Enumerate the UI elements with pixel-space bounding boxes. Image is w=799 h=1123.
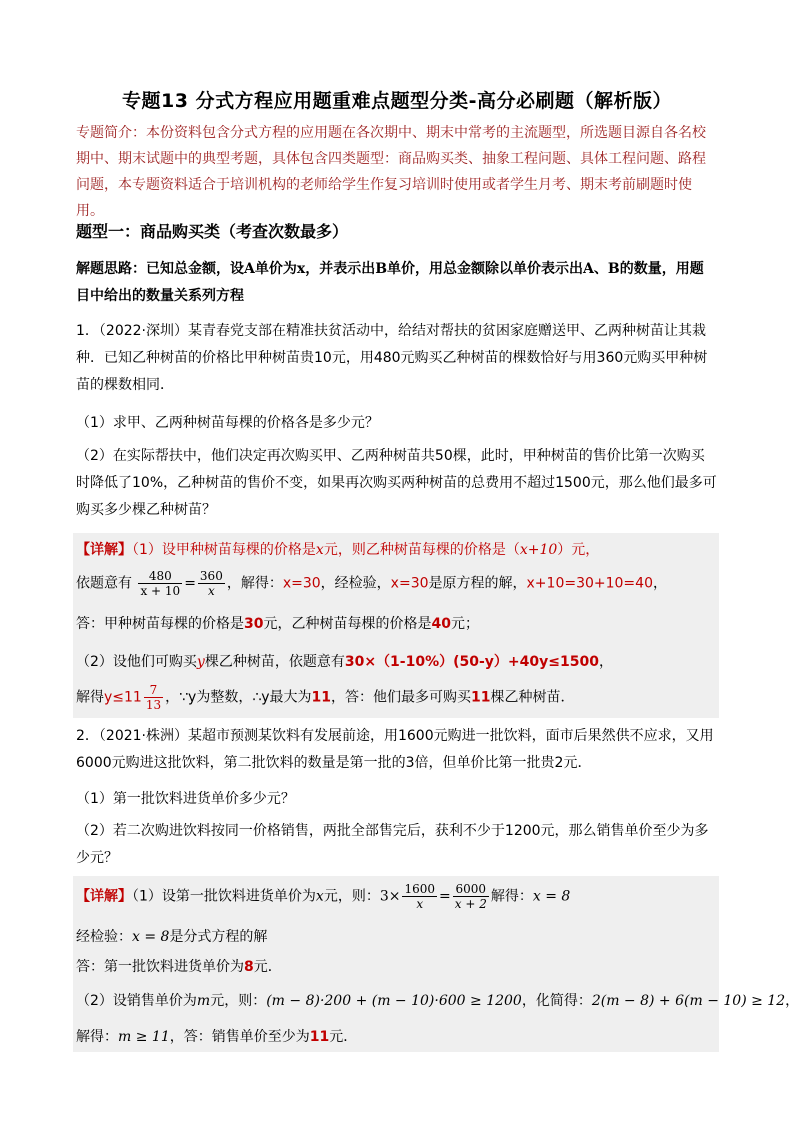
page-title: 专题13 分式方程应用题重难点题型分类-高分必刷题（解析版） <box>122 90 672 112</box>
answer-1-line-2: 依题意有 $\frac{480}{x + 10}$ = $\frac{360}{x}$ ，解得：x=30，经检验，x=30是原方程的解，x+10=30+10=40， <box>76 569 667 598</box>
solution-tip: 解题思路：已知总金额，设A单价为x，并表示出B单价，用总金额除以单价表示出A、B的数量，用题目中给出的数量关系列方程 <box>76 261 704 304</box>
answer-2-line-4: （2）设销售单价为m元，则：(m − 8)·200 + (m − 10)·600 ≥ 1200，化简得：2(m − 8) + 6(m − 10) ≥ 12， <box>76 993 799 1009</box>
answer-1-line-4: （2）设他们可购买y棵乙种树苗，依题意有30×（1-10%）(50-y）+40y≤1500， <box>76 654 613 670</box>
question-1-part-1: （1）求甲、乙两种树苗每棵的价格各是多少元？ <box>76 415 379 431</box>
fraction-6000: $\frac{6000}{x + 2}$ <box>454 882 487 911</box>
question-1-part-2: （2）在实际帮扶中，他们决定再次购买甲、乙两种树苗共50棵，此时，甲种树苗的售价比第一次购买时降低了10%，乙种树苗的售价不变，如果再次购买两种树苗的总费用不超过1500元，那么他们最多可购买多少棵乙种树苗？ <box>76 448 717 518</box>
answer-box-2 <box>73 876 799 1052</box>
intro-paragraph: 专题简介：本份资料包含分式方程的应用题在各次期中、期末中常考的主流题型，所选题目源自各名校期中、期末试题中的典型考题，具体包含四类题型：商品购买类、抽象工程问题、具体工程问题、路程问题，本专题资料适合于培训机构的老师给学生作复习培训时使用或者学生月考、期末考前刷题时使用。 <box>76 125 706 219</box>
answer-2-line-1: 【详解】（1）设第一批饮料进货单价为x元，则：3× $\frac{1600}{x}$ = $\frac{6000}{x + 2}$ 解得：x = 8 <box>76 882 571 911</box>
fraction-1600: $\frac{1600}{x}$ <box>404 882 436 911</box>
question-2-part-2: （2）若二次购进饮料按同一价格销售，两批全部售完后，获利不少于1200元，那么销售单价至少为多少元？ <box>76 823 709 866</box>
answer-box-1 <box>73 533 719 718</box>
section-heading-1: 题型一：商品购买类（考查次数最多） <box>76 222 349 241</box>
answer-1-line-5: 解得y≤11 $\frac{7}{13}$ ，∵y为整数，∴y最大为11，答：他们最多可购买11棵乙种树苗． <box>76 683 575 712</box>
answer-2-line-5: 解得：m ≥ 11，答：销售单价至少为11元． <box>76 1029 358 1045</box>
question-2-part-1: （1）第一批饮料进货单价多少元？ <box>76 791 295 807</box>
answer-1-line-3: 答：甲种树苗每棵的价格是30元，乙种树苗每棵的价格是40元； <box>76 616 479 632</box>
fraction-480: $\frac{480}{x + 10}$ <box>140 569 181 598</box>
answer-2-line-2: 经检验：x = 8是分式方程的解 <box>76 929 268 945</box>
question-2-stem: 2．（2021·株洲）某超市预测某饮料有发展前途，用1600元购进一批饮料，面市后果然供不应求，又用6000元购进这批饮料，第二批饮料的数量是第一批的3倍，但单价比第一批贵2元． <box>76 728 714 771</box>
fraction-7-13: $\frac{7}{13}$ <box>145 683 162 712</box>
question-1-stem: 1．（2022·深圳）某青春党支部在精准扶贫活动中，给结对帮扶的贫困家庭赠送甲、乙两种树苗让其栽种．已知乙种树苗的价格比甲种树苗贵10元，用480元购买乙种树苗的棵数恰好与用360元购买甲种树苗的棵数相同． <box>76 323 708 393</box>
fraction-360: $\frac{360}{x}$ <box>199 569 223 598</box>
answer-1-line-1: 【详解】（1）设甲种树苗每棵的价格是x元，则乙种树苗每棵的价格是（x+10）元， <box>76 542 600 558</box>
answer-2-line-3: 答：第一批饮料进货单价为8元． <box>76 959 282 975</box>
